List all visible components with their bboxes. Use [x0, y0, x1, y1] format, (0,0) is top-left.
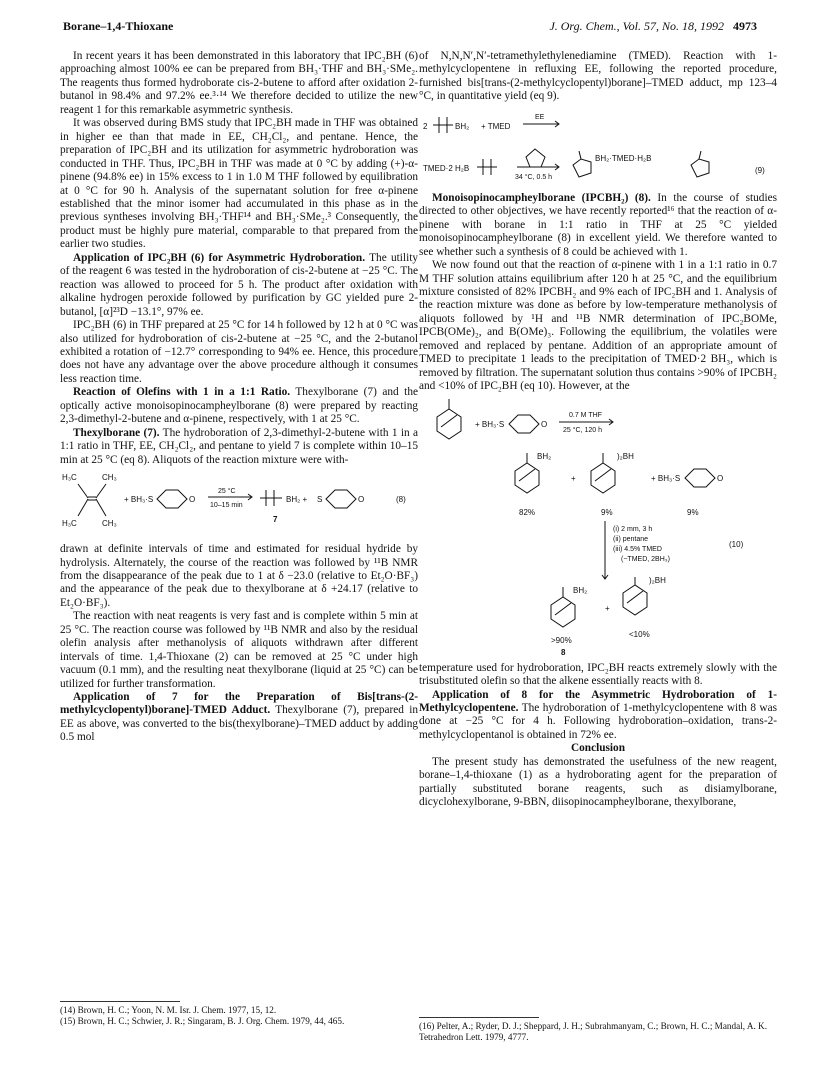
eq8-ch3-top: CH₃ — [102, 473, 117, 483]
paragraph: of N,N,N′,N′-tetramethylethylenediamine (TMED). Reaction with 1-methylcyclopentene in refluxing EE, following the reported procedure, furnished bis[trans-(2-methylcyclopentyl)borane]–TMED adduct, mp 123–4 °C, in quantitative yield (eq 9). — [419, 50, 777, 103]
bond — [78, 484, 88, 498]
eq10-product-3: + BH₃·S — [651, 473, 681, 483]
paragraph — [60, 427, 418, 467]
eq9-tmed-adduct: TMED·2 H₂B — [423, 163, 470, 173]
footnotes-right — [419, 1021, 777, 1043]
eq10-compound-number: 8 — [561, 647, 566, 657]
paragraph — [419, 689, 777, 743]
eq10-step-4: (−TMED, 2BH₃) — [621, 555, 670, 563]
eq10-final-yield-2: <10% — [629, 629, 650, 639]
paragraph — [419, 192, 777, 259]
run-in-heading: Reaction of Olefins with 1 in a 1:1 Ratio. — [73, 386, 291, 399]
ipc-ring — [623, 585, 647, 615]
methyl-bond — [699, 151, 701, 159]
eq9-bh2: BH₂ — [455, 121, 470, 131]
paragraph-text: The hydroboration of 2,3-dimethyl-2-butene with 1 in a 1:1 ratio in THF, EE, CH₂Cl₂, and pentane to yield 7 is complete within 10–15 min at 25 °C (eq 8). Aliquots of the reaction mixture were with- — [60, 426, 418, 466]
journal-citation — [549, 19, 757, 34]
eq10-plus-borane: + BH₃·S — [475, 419, 505, 429]
thioxane-ring — [157, 490, 187, 508]
section-heading-conclusion: Conclusion — [571, 742, 625, 755]
eq10-final-1: BH₂ — [573, 585, 588, 595]
pinene-ring — [437, 409, 461, 439]
paragraph — [60, 691, 418, 745]
eq8-ch3-bottom: CH₃ — [102, 519, 117, 529]
right-column — [419, 50, 777, 810]
ipc-ring — [591, 463, 615, 493]
paragraph: temperature used for hydroboration, IPC₂BH reacts extremely slowly with the trisubstituted olefin so that the alkene essentially reacts with 8. — [419, 661, 777, 688]
eq8-cond-top: 25 °C — [218, 488, 236, 496]
eq10-product-2: )₂BH — [617, 451, 634, 461]
thioxane-ring — [509, 415, 539, 433]
run-in-heading: Application of 7 for the Preparation of Bis[trans-(2-methylcyclopentyl)borane]-TMED Adduct. — [60, 691, 418, 717]
eq8-cond-bottom: 10–15 min — [210, 502, 243, 510]
paragraph: We now found out that the reaction of α-pinene with 1 in a 1:1 ratio in 0.7 M THF solution attains equilibrium after 120 h at 25 °C, and the equilibrium mixture consisted of 82% IPCBH₂ and 9% each of IPC₂BH and 1. Analysis of the reaction mixture was done as before by low-temperature methanolysis of aliquots followed by ¹H and ¹¹B NMR determination of IPC₂BOMe, IPCB(OMe)₂, and B(OMe)₃. Following the equilibrium, the volatiles were removed and replaced by pentane. Addition of an appropriate amount of TMED to precipitate 1 leads to the precipitation of TMED·2 BH₃, which is removed by filtration. The supernatant solution thus contains >90% of IPCBH₂ and <10% of IPC₂BH (eq 10). However, at the — [419, 259, 777, 393]
paragraph: It was observed during BMS study that IPC₂BH made in THF was obtained in higher ee than that made in EE, CH₂Cl₂, and pentane. Hence, the preparation of IPC₂BH and its utilization for asymmetric hydroboration was conducted in THF. Thus, IPC₂BH in THF was made at 0 °C by adding (+)-α-pinene (94.8% ee) in 15% excess to 1 in 1.0 M THF followed by equilibration at 0 °C for 90 h. Analysis of the supernatant solution for free α-pinene established that the minor isomer had accumulated in this phase as in the previous syntheses involving BH₃·THF¹⁴ and BH₃·SMe₂.³ Consequently, the product must be highly pure material, comparable to that prepared from the earlier two studies. — [60, 117, 418, 251]
eq8-product-s: S — [317, 495, 323, 505]
footnotes-left — [60, 1005, 418, 1027]
bond — [78, 499, 88, 516]
journal-name: J. Org. Chem., Vol. 57, No. 18, 1992 — [549, 19, 724, 33]
paragraph — [60, 386, 418, 426]
cyclopentyl-ring — [691, 159, 709, 177]
footnote: (14) Brown, H. C.; Yoon, N. M. Isr. J. Chem. 1977, 15, 12. — [60, 1005, 277, 1015]
eq8-h3c-top: H₃C — [62, 473, 77, 483]
equation-8-scheme — [60, 470, 418, 540]
bridge-bond — [519, 469, 535, 481]
eq10-final-yield-1: >90% — [551, 635, 572, 645]
bridge-bond — [595, 469, 611, 481]
footnote-rule — [60, 1001, 180, 1002]
paragraph-text: The hydroboration of 1-methylcyclopentene with 8 was done at −25 °C for 4 h. Following hydroboration–oxidation, trans-2-methylcyclopentanol is obtained in 72% ee. — [419, 701, 777, 741]
paragraph-text: The utility of the reagent 6 was tested in the hydroboration of cis-2-butene at −25 °C. The reaction was allowed to proceed for 5 h. The product after oxidation with alkaline hydrogen peroxide followed by purification by GC yielded pure 2-butanol, [α]²³D −13.1°, 97% ee. — [60, 251, 418, 318]
bond — [96, 484, 106, 498]
paragraph-text: In the course of studies directed to other objectives, we have recently reported¹⁶ that the reaction of α-pinene with borane in 1:1 ratio in THF at 25 °C yielded monoisopinocampheylborane (8) in excellent yield. We therefore wanted to see whether such a synthesis of 8 could be achieved with 1. — [419, 191, 777, 258]
footnote: (16) Pelter, A.; Ryder, D. J.; Sheppard, J. H.; Subrahmanyam, C.; Brown, H. C.; Mandal, A. K. Tetrahedron Lett. 1979, 4777. — [419, 1021, 767, 1042]
eq10-product-3-o: O — [717, 473, 724, 483]
eq10-label: (10) — [729, 539, 744, 549]
plus-sign: + — [605, 603, 610, 613]
bridge-bond — [441, 415, 457, 427]
bridge-bond — [555, 603, 571, 615]
bridge-bond — [627, 591, 643, 603]
eq8-o: O — [189, 495, 196, 505]
paragraph-text: Thexylborane (7), prepared in EE as above, was converted to the bis(thexylborane)–TMED adduct by adding 0.5 mol — [60, 704, 418, 744]
left-column — [60, 50, 418, 745]
run-in-heading: Application of IPC₂BH (6) for Asymmetric Hydroboration. — [73, 251, 366, 264]
eq9-product: BH₂·TMED·H₂B — [595, 153, 652, 163]
eq9-condition: 34 °C, 0.5 h — [515, 173, 553, 181]
eq8-reagent: + BH₃·S — [124, 495, 154, 505]
cyclopentene-ring — [526, 149, 545, 167]
eq8-product-o: O — [358, 495, 365, 505]
eq10-step-3: (iii) 4.5% TMED — [613, 545, 662, 553]
paragraph: IPC₂BH (6) in THF prepared at 25 °C for 14 h followed by 12 h at 0 °C was also utilized for hydroboration of cis-2-butene at −25 °C, and the 2-butanol exhibited a rotation of −12.7° corresponding to 94% ee. Hence, this procedure does not have any advantage over the above procedure although it consumes less reaction time. — [60, 319, 418, 385]
running-head: Borane–1,4-Thioxane — [63, 19, 174, 33]
cyclopentyl-ring — [573, 159, 591, 177]
methyl-bond — [579, 151, 581, 159]
eq10-yield-1: 82% — [519, 507, 536, 517]
paragraph: drawn at definite intervals of time and estimated for residual hydride by hydrolysis. Alternately, the course of the reaction was followed by ¹¹B NMR from the disappearance of the peak due to 1 at δ −23.0 (relative to Et₂O·BF₃) and the appearance of the peak due to thexylborane at δ +24.17 (relative to Et₂O·BF₃). — [60, 543, 418, 609]
page-number: 4973 — [733, 19, 757, 33]
eq10-final-2: )₂BH — [649, 575, 666, 585]
run-in-heading: Monoisopinocampheylborane (IPCBH₂) (8). — [432, 191, 651, 204]
paragraph: The present study has demonstrated the usefulness of the new reagent, borane–1,4-thioxane (1) as a hydroborating agent for the preparation of partially substituted borane reagents, such as disiamylborane, dicyclohexylborane, 9-BBN, diisopinocampheylborane, thexylborane, — [419, 755, 777, 809]
eq10-yield-2: 9% — [601, 507, 613, 517]
run-in-heading: Application of 8 for the Asymmetric Hydroboration of 1-Methylcyclopentene. — [419, 688, 777, 714]
eq10-yield-3: 9% — [687, 507, 699, 517]
plus-sign: + — [571, 473, 576, 483]
thioxane-ring — [326, 490, 356, 508]
equation-10-scheme — [419, 397, 777, 659]
thioxane-ring — [685, 469, 715, 487]
eq8-label: (8) — [396, 495, 406, 505]
equation-9-scheme — [419, 107, 777, 189]
ipc-ring — [515, 463, 539, 493]
eq10-o: O — [541, 419, 548, 429]
eq8-product: BH₂ + — [286, 495, 308, 505]
eq10-step-2: (ii) pentane — [613, 535, 649, 543]
paragraph — [60, 252, 418, 319]
eq9-label: (9) — [755, 165, 765, 175]
eq8-h3c-bottom: H₃C — [62, 519, 77, 529]
footnote: (15) Brown, H. C.; Schwier, J. R.; Singaram, B. J. Org. Chem. 1979, 44, 465. — [60, 1016, 345, 1026]
eq10-cond-top: 0.7 M THF — [569, 411, 602, 419]
eq9-condition-ee: EE — [535, 113, 545, 121]
ipc-ring — [551, 597, 575, 627]
run-in-heading: Thexylborane (7). — [73, 426, 160, 439]
paragraph-text: Thexylborane (7) and the optically active monoisopinocampheylborane (8) were prepared by reacting 2,3-dimethyl-2-butene and α-pinene, respectively, with 1 at 25 °C. — [60, 386, 418, 426]
eq10-cond-bottom: 25 °C, 120 h — [563, 426, 602, 434]
eq10-product-1: BH₂ — [537, 451, 552, 461]
paragraph: The reaction with neat reagents is very fast and is complete within 5 min at 25 °C. The reaction course was followed by ¹¹B NMR and also by the residual olefin analysis after methanolysis of aliquots withdrawn after different intervals of time. 1,4-Thioxane (2) can be removed at 25 °C under high vacuum (0.1 mm), and the resulting neat thexylborane (liquid at 25 °C) can be utilized for further transformation. — [60, 610, 418, 690]
footnote-rule — [419, 1017, 539, 1018]
eq8-compound-number: 7 — [273, 515, 278, 525]
eq9-coefficient: 2 — [423, 121, 428, 131]
paragraph: In recent years it has been demonstrated in this laboratory that IPC₂BH (6) approaching almost 100% ee can be prepared from BH₃·THF and BH₃·SMe₂. The reagents thus formed hydroborate cis-2-butene to afford after oxidation 2-butanol in 98.4% and 97.2% ee.³·¹⁴ We therefore decided to utilize the new reagent 1 for this remarkable asymmetric synthesis. — [60, 50, 418, 116]
eq10-step-1: (i) 2 mm, 3 h — [613, 525, 653, 533]
eq9-plus-tmed: + TMED — [481, 121, 511, 131]
bond — [96, 499, 106, 516]
